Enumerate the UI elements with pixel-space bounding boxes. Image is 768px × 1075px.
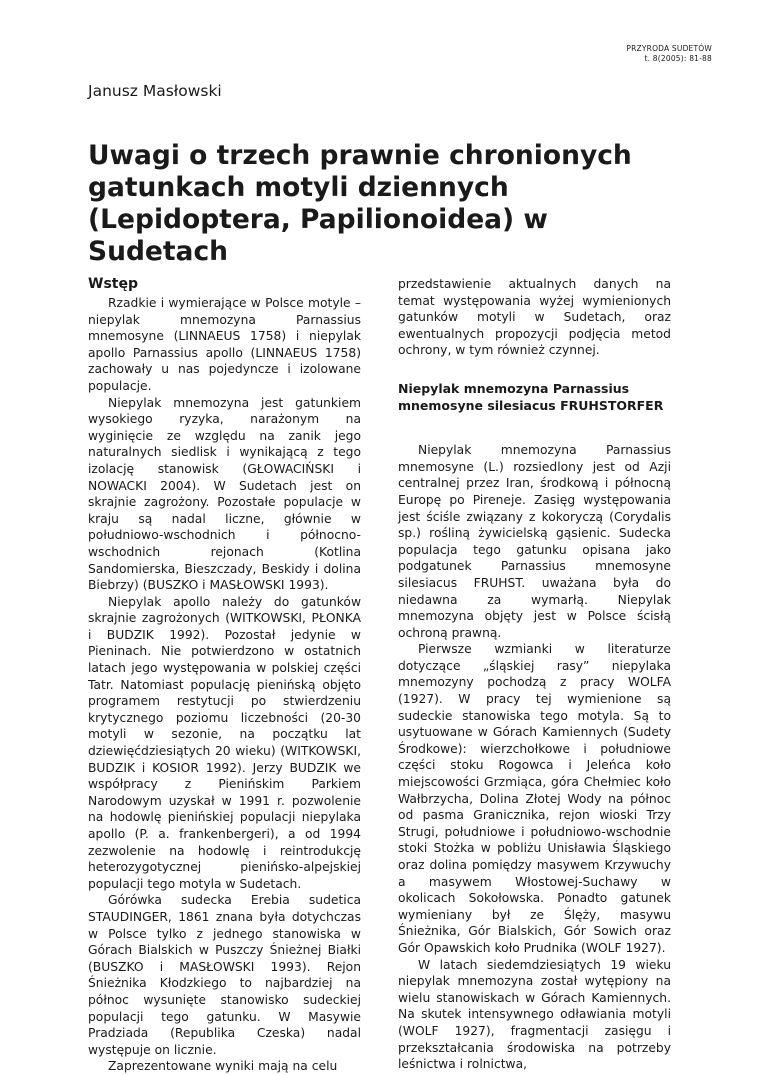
article-title: Uwagi o trzech prawnie chronionych gatunkach motyli dziennych (Lepidoptera, Papilionoidea) w Sudetach: [88, 140, 632, 267]
left-column: [88, 276, 361, 1075]
right-column: [398, 276, 671, 1073]
paragraph: Rzadkie i wymierające w Polsce motyle – niepylak mnemozyna Parnassius mnemosyne (LINNAEUS 1758) i niepylak apollo Parnassius apollo (LINNAEUS 1758) zachowały u nas pojedyncze i izolowane populacje.: [88, 296, 361, 393]
paragraph: Górówka sudecka Erebia sudetica STAUDINGER, 1861 znana była dotychczas w Polsce tylko z jednego stanowiska w Górach Bialskich w Puszczy Śnieżnej Białki (BUSZKO i MASŁOWSKI 1993). Rejon Śnieżnika Kłodzkiego to najbardziej na północ wysunięte stanowisko sudeckiej populacji tego gatunku. W Masywie Pradziada (Republika Czeska) nadal występuje on licznie.: [88, 893, 361, 1057]
paragraph: Niepylak apollo należy do gatunków skrajnie zagrożonych (WITKOWSKI, PŁONKA i BUDZIK 1992). Pozostał jedynie w Pieninach. Nie potwierdzono w ostatnich latach jego występowania w polskiej części Tatr. Natomiast populację pienińską objęto programem restytucji po stwierdzeniu krytycznego poziomu liczebności (20-30 motyli w sezonie, na początku lat dziewięćdziesiątych 20 wieku) (WITKOWSKI, BUDZIK i KOSIOR 1992). Jerzy BUDZIK we współpracy z Pienińskim Parkiem Narodowym uzyskał w 1991 r. pozwolenie na hodowlę pienińskiej populacji niepylaka apollo (P. a. frankenbergeri), a od 1994 zezwolenie na hodowlę i reintrodukcję heterozygotycznej pienińsko-alpejskiej populacji tego motyla w Sudetach.: [88, 594, 361, 891]
paragraph: Pierwsze wzmianki w literaturze dotyczące „śląskiej rasy” niepylaka mnemozyny pochodzą z pracy WOLFA (1927). W pracy tej wymienione są sudeckie stanowiska tego motyla. Są to usytuowane w Górach Kamiennych (Sudety Środkowe): wierzchołkowe i południowe części stoku Rogowca i Jeleńca koło miejscowości Grzmiąca, góra Chełmiec koło Wałbrzycha, Dolina Złotej Wody na północ od pasma Granicznika, rejon wioski Trzy Strugi, południowe i południowo-wschodnie stoki Stożka w pobliżu Unisławia Śląskiego oraz dolina pomiędzy masywem Krzywuchy a masywem Włostowej-Suchawy w okolicach Sokołowska. Ponadto gatunek wymieniany był ze Ślęży, masywu Śnieżnika, Gór Bialskich, Gór Sowich oraz Gór Opawskich koło Prudnika (WOLF 1927).: [398, 642, 671, 955]
paragraph-continued: przedstawienie aktualnych danych na temat występowania wyżej wymienionych gatunków motyli w Sudetach, oraz ewentualnych propozycji podjęcia metod ochrony, w tym również czynnej.: [398, 277, 671, 358]
paragraph: Zaprezentowane wyniki mają na celu: [108, 1059, 338, 1074]
paragraph: Niepylak mnemozyna Parnassius mnemosyne (L.) rozsiedlony jest od Azji centralnej przez Iran, środkową i północną Europę po Pireneje. Zasięg występowania jest ściśle związany z kokoryczą (Corydalis sp.) rośliną żywicielską gąsienic. Sudecka populacja tego gatunku opisana jako podgatunek Parnassius mnemosyne silesiacus FRUHST. uważana była do niedawna za wymarłą. Niepylak mnemozyna objęty jest w Polsce ścisłą ochroną prawną.: [398, 443, 671, 640]
apollo-section-heading: Niepylak mnemozyna Parnassius mnemosyne silesiacus FRUHSTORFER: [398, 380, 664, 413]
author-name: Janusz Masłowski: [88, 82, 222, 100]
paragraph: W latach siedemdziesiątych 19 wieku niepylak mnemozyna został wytępiony na wielu stanowiskach w Górach Kamiennych. Na skutek intensywnego odławiania motyli (WOLF 1927), fragmentacji zasięgu i przekształcania środowiska na potrzeby leśnictwa i rolnictwa,: [398, 957, 671, 1072]
journal-volume: t. 8(2005): 81-88: [644, 54, 712, 63]
intro-heading: Wstęp: [88, 276, 138, 292]
journal-name: PRZYRODA SUDETÓW: [626, 44, 712, 53]
paragraph: Niepylak mnemozyna jest gatunkiem wysokiego ryzyka, narażonym na wyginięcie ze względu na zanik jego naturalnych siedlisk i wynikającą z tego izolację stanowisk (GŁOWACIŃSKI i NOWACKI 2004). W Sudetach jest on skrajnie zagrożony. Pozostałe populacje w kraju są nadal liczne, głównie w południowo-wschodnich i północno-wschodnich rejonach (Kotlina Sandomierska, Bieszczady, Beskidy i dolina Biebrzy) (BUSZKO i MASŁOWSKI 1993).: [88, 395, 361, 593]
journal-info: [626, 44, 712, 64]
